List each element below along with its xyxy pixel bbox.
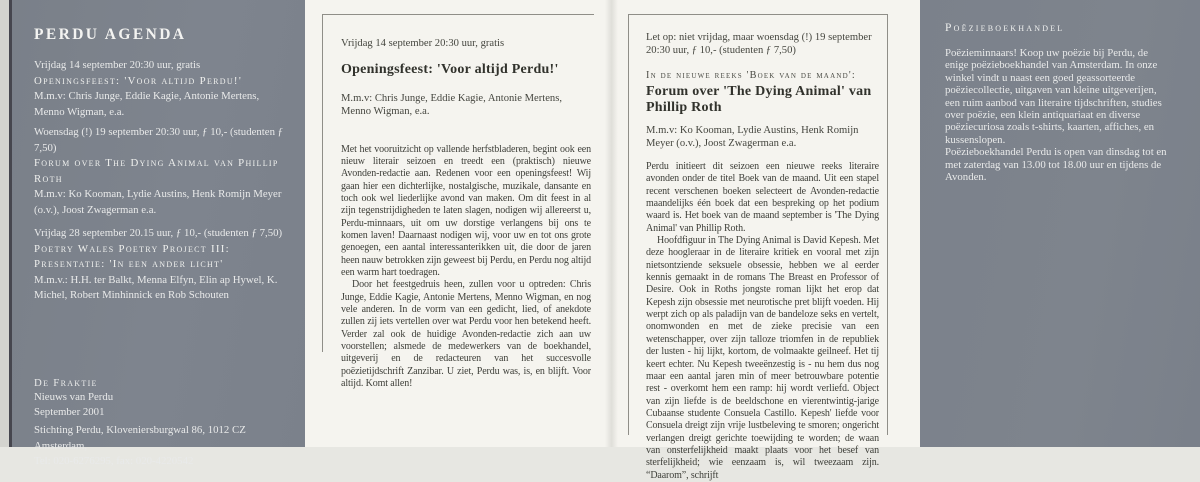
agenda-event-forum bbox=[34, 125, 289, 218]
event-lineup: M.m.v: Chris Junge, Eddie Kagie, Antonie Mertens, Menno Wigman, e.a. bbox=[34, 90, 260, 118]
event-title: Openingsfeest: 'Voor altijd Perdu!' bbox=[34, 74, 243, 87]
event-date: Vrijdag 14 september 20:30 uur, gratis bbox=[34, 59, 201, 71]
agenda-event-poetry-wales bbox=[34, 226, 289, 304]
bookshop-hours: Poëzieboekhandel Perdu is open van dinsdag tot en met zaterdag van 13.00 tot 18.00 uur en tijdens de Avonden. bbox=[945, 146, 1167, 184]
event-lineup: M.m.v.: H.H. ter Balkt, Menna Elfyn, Elin ap Hywel, K. Michel, Robert Minhinnick en Rob Schouten bbox=[34, 273, 278, 301]
forum-paragraph-1: Perdu initieert dit seizoen een nieuwe reeks literaire avonden onder de titel Boek van de maand. Uit een stapel recent verschenen boeken selecteert de Avonden-redactie maandelijks één boek dat een bespreking op het podium waard is. Het boek van de maand september is 'The Dying Animal' van Phillip Roth. bbox=[646, 161, 879, 234]
forum-lineup: M.m.v: Ko Kooman, Lydie Austins, Henk Romijn Meyer (o.v.), Joost Zwagerman e.a. bbox=[646, 125, 859, 149]
bookshop-cover-panel bbox=[920, 0, 1200, 447]
event-subtitle: Presentatie: 'In een ander licht' bbox=[34, 258, 224, 270]
opening-page bbox=[322, 14, 594, 390]
inner-pages bbox=[305, 0, 920, 481]
opening-paragraph-2: Door het feestgedruis heen, zullen voor u optreden: Chris Junge, Eddie Kagie, Antonie Mertens, Menno Wigman, en nog vele anderen. In de vorm van een gedicht, lied, of anekdote zullen zij iets vertellen over wat Perdu voor hen betekend heeft. Verder zal ook de huidige Avonden-redactie zich aan uw voorstellen; alsmede de medewerkers van de boekhandel, uitgeverij en de redacteuren van het succesvolle poëzietijdschrift Zanzibar. U ziet, Perdu was, is, en blijft. Voor altijd. Komt allen! bbox=[341, 279, 591, 390]
bookshop-paragraph: Poëzieminnaars! Koop uw poëzie bij Perdu, de enige poëzieboekhandel van Amsterdam. In onze winkel vindt u naast een goed geassorteerde poëziecollectie, uitgaven van kleine uitgeverijen, een ruim aanbod van literaire tijdschriften, studies over poëzie, een klein antiquariaat en diverse poëziecuriosa zoals t-shirts, kaarten, affiches, en kussenslopen. bbox=[945, 47, 1162, 146]
imprint-line: Nieuws van Perdu bbox=[34, 391, 114, 403]
event-date: Woensdag (!) 19 september 20:30 uur, ƒ 10,- (studenten ƒ 7,50) bbox=[34, 126, 284, 154]
scan-edge-strip bbox=[0, 0, 9, 447]
agenda-cover-panel bbox=[12, 0, 305, 467]
series-label: In de nieuwe reeks 'Boek van de maand': bbox=[646, 70, 856, 81]
contact-line: Tel: 020-6276295, fax: 020-4220542 bbox=[34, 455, 194, 467]
event-lineup: M.m.v: Ko Kooman, Lydie Austins, Henk Romijn Meyer (o.v.), Joost Zwagerman e.a. bbox=[34, 188, 282, 216]
address-block bbox=[34, 423, 289, 470]
opening-paragraph-1: Met het vooruitzicht op vallende herfstbladeren, begint ook een nieuw literair seizoen en treedt een (praktisch) nieuwe Avonden-redactie aan. Redenen voor een openingsfeest! Wij gaan hier een dichterlijke, nostalgische, muzikale, dansante en toch ook wel liederlijke avond van maken. Om dit feest in al zijn tegenstrijdigheden te laten slagen, nodigen wij allereerst u, Perdu-minnaars, uit om uw dorstige verlangens bij ons te komen laven! Daarnaast nodigen wij, voor uw en tot ons grote genoegen, een aantal interessanterikken uit, die door de jaren heen nauw betrokken zijn geweest bij Perdu, en Perdu nog altijd een warm hart toedragen. bbox=[341, 143, 591, 278]
forum-paragraph-2: Hoofdfiguur in The Dying Animal is David Kepesh. Met deze hoogleraar in de literaire kritiek en vooral met zijn nietsontziende seksuele obsessie, hebben we al eerder kennis gemaakt in de romans The Breast en Professor of Desire. Ook in Roths jongste roman lijkt het erop dat Kepesh zijn obsessie met neurotische pret blijft voeden. Hij werpt zich op als paladijn van de bandeloze seks en vertelt, onomwonden en met de zieke precisie van een wetenschapper, over zijn talloze triomfen in de republiek der lusten - hij lijkt, kortom, de volmaakte geilneef. Het tij keert echter. Nu Kepesh tweeënzestig is - nu hem dus nog maar een aantal jaren min of meer betrouwbare potentie rest - overkomt hem een ramp: hij wordt verliefd. Object van zijn liefde is de beeldschone en vierentwintig-jarige Cubaanse studente Consuela Castillo. Kepesh' liefde voor Consuela dreigt zijn vrije lustbeleving te smoren; ongericht verlangen dreigt gerichte toewijding te worden; de waan van onsterfelijkheid maakt plaats voor het besef van sterfelijkheid; wie eenzaam is, wil tweezaam zijn. “Daarom”, schrijft bbox=[646, 235, 879, 481]
forum-heading: Forum over 'The Dying Animal' van Phillip Roth bbox=[646, 84, 872, 115]
forum-page bbox=[628, 14, 888, 481]
colophon bbox=[34, 376, 289, 420]
opening-lineup: M.m.v: Chris Junge, Eddie Kagie, Antonie Mertens, Menno Wigman, e.a. bbox=[341, 92, 562, 117]
bookshop-title: Poëzieboekhandel bbox=[945, 22, 1065, 34]
agenda-event-opening bbox=[34, 58, 289, 120]
forum-notice: Let op: niet vrijdag, maar woensdag (!) 19 september 20:30 uur, ƒ 10,- (studenten ƒ 7,50) bbox=[646, 32, 872, 56]
opening-date: Vrijdag 14 september 20:30 uur, gratis bbox=[341, 38, 505, 49]
event-title: Forum over The Dying Animal van Phillip Roth bbox=[34, 157, 279, 185]
event-title: Poetry Wales Poetry Project III: bbox=[34, 242, 230, 255]
agenda-title: PERDU AGENDA bbox=[34, 26, 187, 43]
address-line: Stichting Perdu, Kloveniersburgwal 86, 1012 CZ Amsterdam, bbox=[34, 424, 246, 452]
opening-heading: Openingsfeest: 'Voor altijd Perdu!' bbox=[341, 62, 559, 77]
page-fold bbox=[605, 0, 618, 447]
imprint-date: September 2001 bbox=[34, 405, 105, 418]
event-date: Vrijdag 28 september 20.15 uur, ƒ 10,- (studenten ƒ 7,50) bbox=[34, 227, 283, 239]
imprint-name: De Fraktie bbox=[34, 376, 98, 389]
